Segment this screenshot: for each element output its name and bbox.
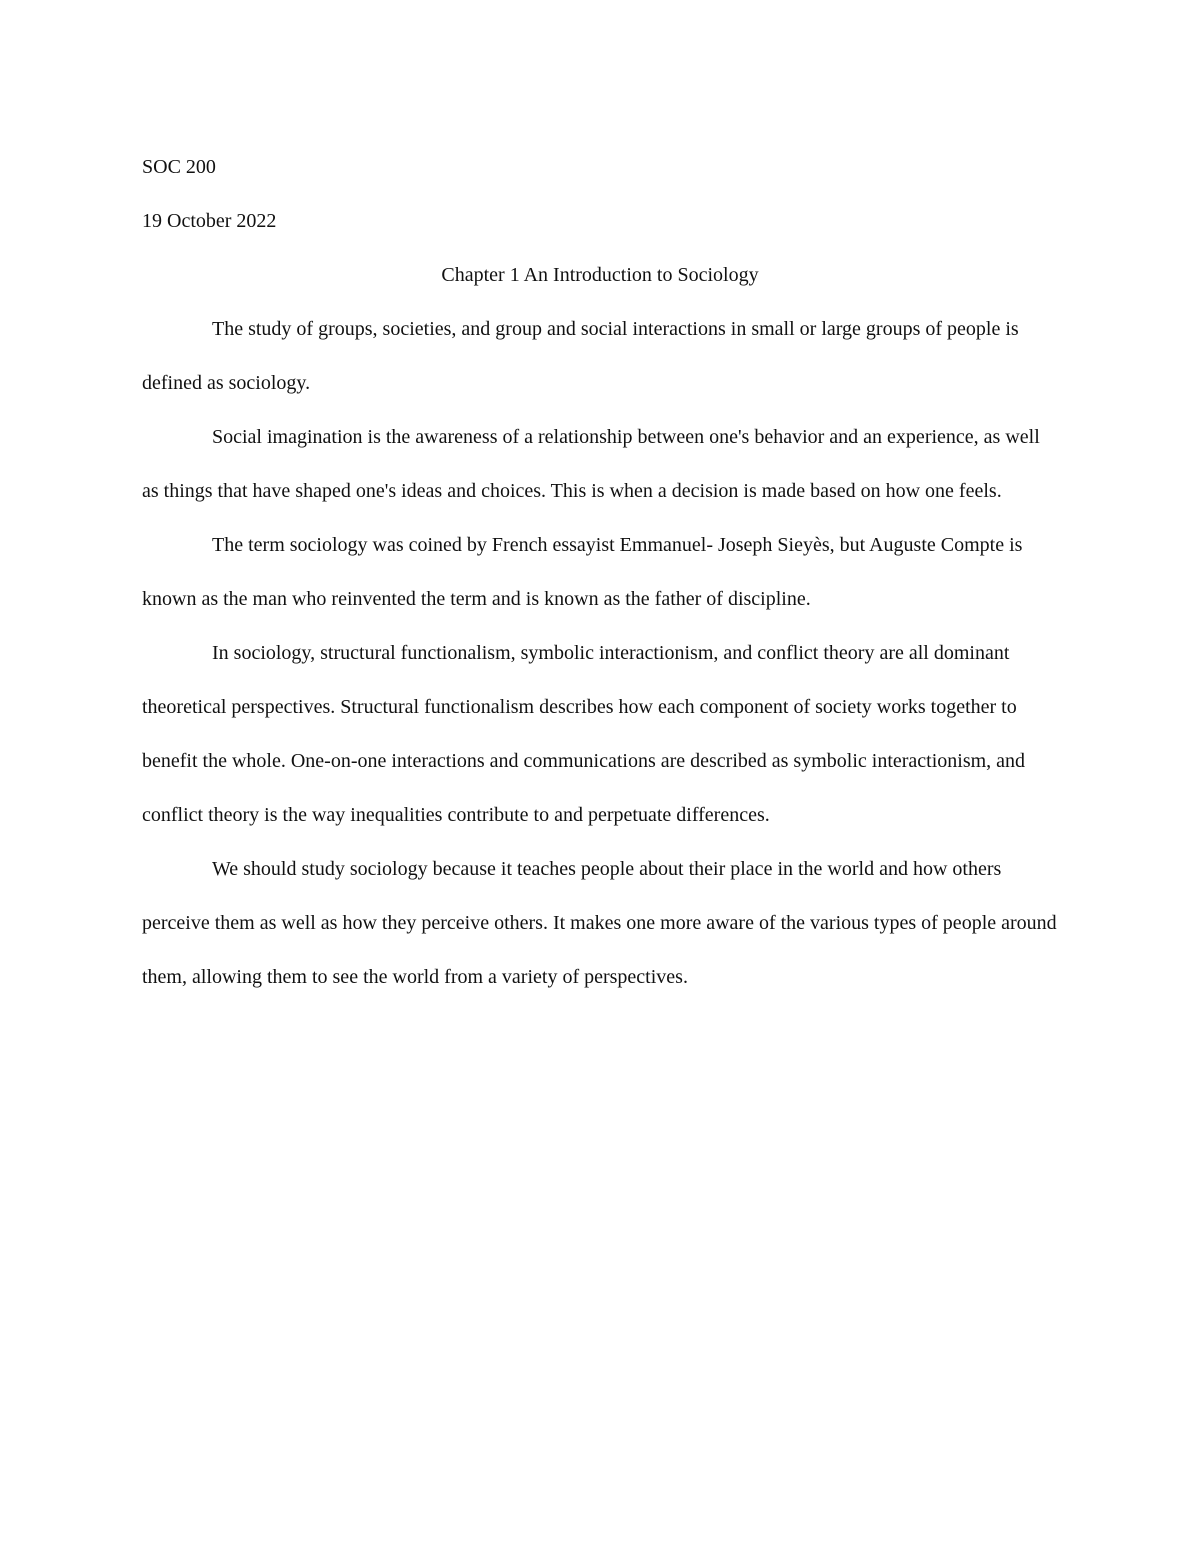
paragraph-definition: The study of groups, societies, and group and social interactions in small or large groups of people is defined as sociology.: [142, 318, 1019, 394]
course-code: SOC 200: [142, 156, 216, 178]
paragraph-theoretical-perspectives: In sociology, structural functionalism, symbolic interactionism, and conflict theory are all dominant theoretical perspectives. Structural functionalism describes how each component of society works together to benefit the whole. One-on-one interactions and communications are described as symbolic interactionism, and conflict theory is the way inequalities contribute to and perpetuate differences.: [142, 642, 1026, 826]
paragraph-social-imagination: Social imagination is the awareness of a relationship between one's behavior and an experience, as well as things that have shaped one's ideas and choices. This is when a decision is made based on how one feels.: [142, 426, 1040, 502]
paragraph-term-origin: The term sociology was coined by French essayist Emmanuel- Joseph Sieyès, but Auguste Compte is known as the man who reinvented the term and is known as the father of discipline.: [142, 534, 1023, 610]
document-title: Chapter 1 An Introduction to Sociology: [441, 264, 759, 286]
paragraph-why-study: We should study sociology because it teaches people about their place in the world and how others perceive them as well as how they perceive others. It makes one more aware of the various types of people around them, allowing them to see the world from a variety of perspectives.: [142, 858, 1057, 988]
document-date: 19 October 2022: [142, 210, 277, 232]
document-body: [142, 140, 1058, 1004]
